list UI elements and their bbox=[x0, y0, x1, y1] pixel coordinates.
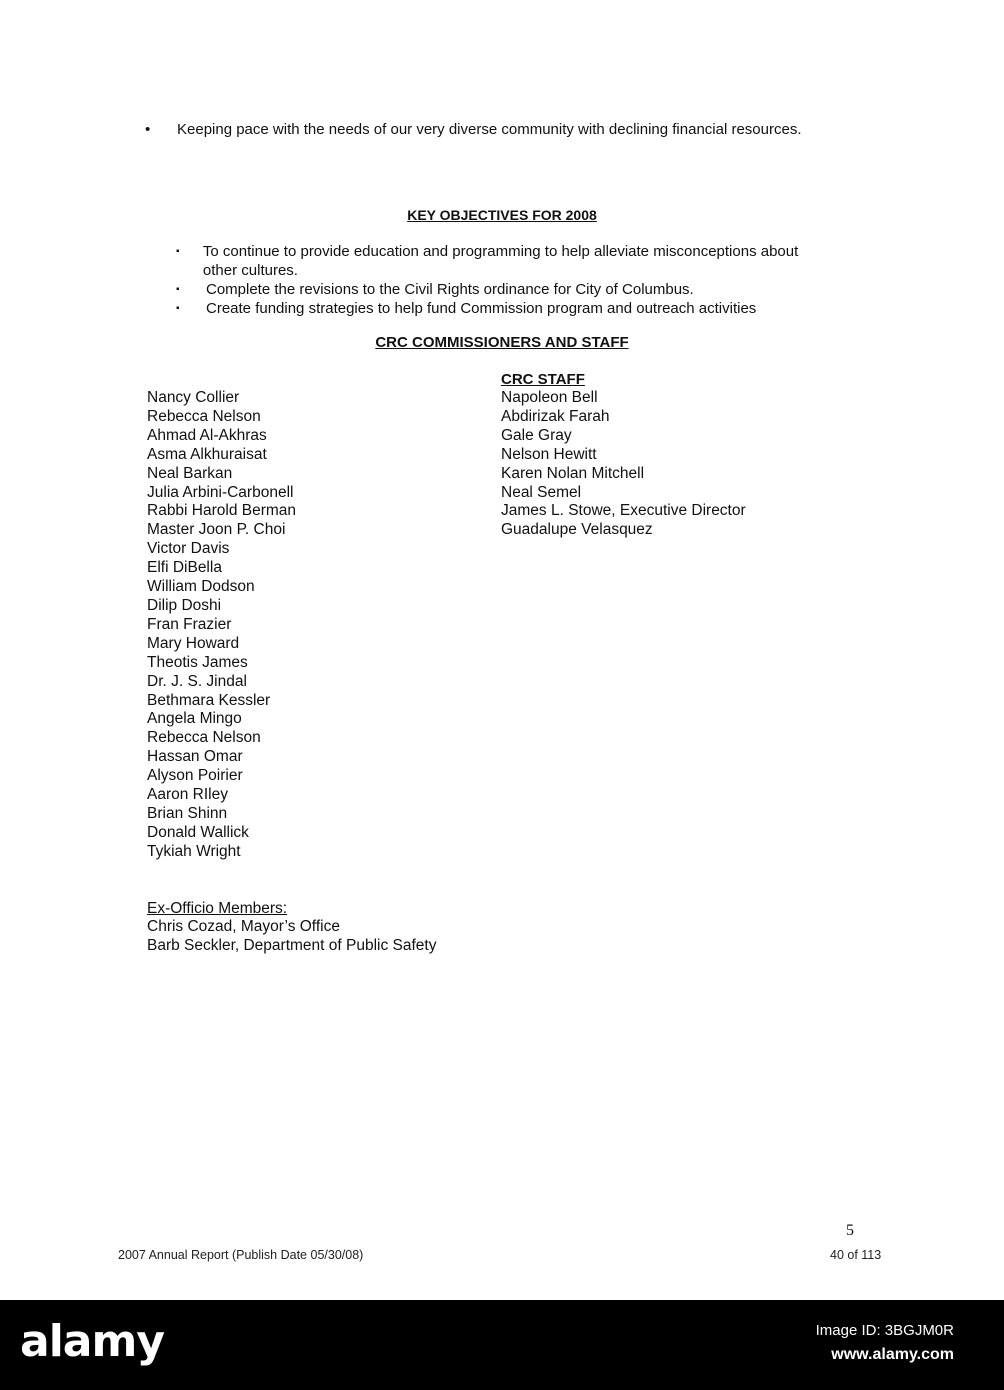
objective-text: To continue to provide education and programming to help alleviate misconceptions about other cultures. bbox=[202, 243, 799, 279]
page-number: 5 bbox=[846, 1222, 854, 1239]
commissioner-name: Neal Barkan bbox=[147, 464, 233, 482]
commissioner-name: Mary Howard bbox=[147, 634, 240, 652]
key-objectives-heading: KEY OBJECTIVES FOR 2008 bbox=[407, 207, 597, 223]
commissioner-name: Asma Alkhuraisat bbox=[147, 445, 267, 463]
square-bullet-symbol: ▪ bbox=[176, 303, 180, 314]
ex-officio-heading: Ex-Officio Members: bbox=[147, 900, 288, 917]
watermark-url: www.alamy.com bbox=[831, 1346, 954, 1363]
objective-text: Create funding strategies to help fund Commission program and outreach activities bbox=[206, 300, 757, 317]
ex-officio-member: Barb Seckler, Department of Public Safety bbox=[147, 936, 437, 954]
staff-name: Gale Gray bbox=[501, 426, 572, 444]
staff-name: Nelson Hewitt bbox=[501, 445, 597, 463]
commissioner-name: Aaron RIley bbox=[147, 786, 228, 804]
staff-name: Abdirizak Farah bbox=[501, 407, 610, 425]
objective-text: Complete the revisions to the Civil Rights ordinance for City of Columbus. bbox=[206, 281, 694, 298]
commissioner-name: Alyson Poirier bbox=[147, 767, 243, 785]
objective-item bbox=[176, 280, 826, 299]
commissioner-name: Bethmara Kessler bbox=[147, 691, 271, 709]
staff-list bbox=[501, 370, 821, 540]
intro-bullet-text: Keeping pace with the needs of our very diverse community with declining financial resources. bbox=[177, 121, 802, 138]
commissioner-name: Master Joon P. Choi bbox=[147, 521, 286, 539]
commissioner-name: Donald Wallick bbox=[147, 823, 249, 841]
staff-name: James L. Stowe, Executive Director bbox=[501, 502, 746, 520]
bullet-symbol: • bbox=[145, 121, 151, 138]
watermark-banner bbox=[0, 1300, 1004, 1390]
commissioner-name: Fran Frazier bbox=[147, 615, 232, 633]
commissioner-name: Brian Shinn bbox=[147, 804, 228, 822]
commissioner-name: Victor Davis bbox=[147, 540, 230, 558]
commissioners-list bbox=[147, 389, 467, 862]
staff-name: Guadalupe Velasquez bbox=[501, 521, 653, 539]
alamy-logo: alamy bbox=[20, 1316, 164, 1367]
objectives-list bbox=[176, 242, 826, 318]
commissioner-name: Ahmad Al-Akhras bbox=[147, 426, 267, 444]
square-bullet-symbol: ▪ bbox=[176, 284, 180, 295]
commissioner-name: Rabbi Harold Berman bbox=[147, 502, 297, 520]
staff-name: Napoleon Bell bbox=[501, 389, 598, 406]
commissioner-name: Rebecca Nelson bbox=[147, 407, 261, 425]
staff-heading: CRC STAFF bbox=[501, 371, 585, 388]
intro-bullet bbox=[145, 120, 805, 139]
commissioner-name: Dr. J. S. Jindal bbox=[147, 672, 247, 690]
commissioner-name: Elfi DiBella bbox=[147, 559, 222, 577]
objective-item bbox=[176, 299, 826, 318]
commissioner-name: Dilip Doshi bbox=[147, 596, 222, 614]
commissioner-name: William Dodson bbox=[147, 578, 255, 596]
ex-officio-section bbox=[147, 899, 547, 956]
staff-name: Karen Nolan Mitchell bbox=[501, 464, 645, 482]
commissioners-heading: CRC COMMISSIONERS AND STAFF bbox=[375, 334, 629, 351]
commissioner-name: Tykiah Wright bbox=[147, 842, 241, 860]
commissioner-name: Angela Mingo bbox=[147, 710, 242, 728]
commissioner-name: Julia Arbini-Carbonell bbox=[147, 483, 294, 501]
image-id-label: Image ID: 3BGJM0R bbox=[815, 1322, 954, 1339]
commissioner-name: Rebecca Nelson bbox=[147, 729, 261, 747]
commissioner-name: Hassan Omar bbox=[147, 748, 243, 766]
square-bullet-symbol: ▪ bbox=[176, 246, 180, 257]
ex-officio-member: Chris Cozad, Mayor’s Office bbox=[147, 918, 340, 935]
staff-name: Neal Semel bbox=[501, 483, 582, 501]
footer-report-title: 2007 Annual Report (Publish Date 05/30/08) bbox=[118, 1248, 364, 1262]
footer-page-count: 40 of 113 bbox=[830, 1248, 882, 1262]
commissioner-name: Theotis James bbox=[147, 653, 248, 671]
objective-item bbox=[176, 242, 826, 280]
commissioner-name: Nancy Collier bbox=[147, 389, 240, 406]
